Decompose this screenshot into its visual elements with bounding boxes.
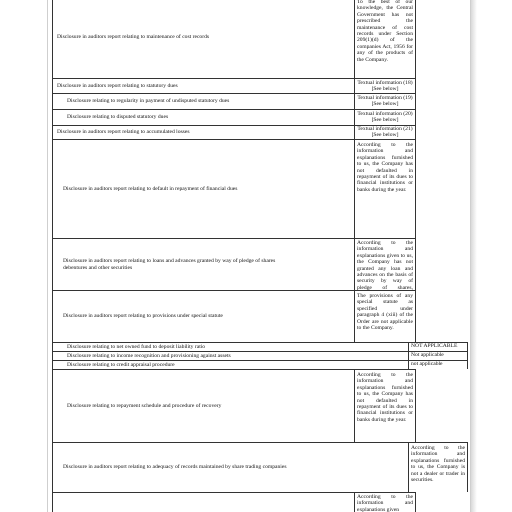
row-description: Disclosure in auditors report relating to statutory dues <box>57 82 178 89</box>
row-value: Textual information (20) [See below] <box>357 111 413 124</box>
row-value: not applicable <box>411 361 443 367</box>
table-row <box>52 492 416 512</box>
row-value: To the best of our knowledge, the Central Government has not prescribed the maintenance of cost records under Section 209(1)(d) of the companies Act, 1956 for any of the products of the Company. <box>357 0 413 63</box>
row-value: Not applicable <box>411 352 444 358</box>
row-description: Disclosure relating to repayment schedule and procedure of recovery <box>67 402 222 409</box>
row-description: Disclosure in auditors report relating to provisions under special statute <box>63 313 223 320</box>
row-value: Textual information (18) [See below] <box>357 80 413 93</box>
table-row <box>52 109 416 125</box>
table-row <box>52 351 468 360</box>
row-description: Disclosure relating to net owned fund to deposit liability ratio <box>67 343 206 350</box>
row-value: Textual information (19) [See below] <box>357 95 413 108</box>
table-row <box>52 0 416 78</box>
row-description: Disclosure in auditors report relating to accumulated losses <box>57 129 190 136</box>
row-value: The provisions of any special statute as specified under paragraph 4 (xiii) of the Order are not applicable to the Company. <box>357 293 413 332</box>
row-value: Textual information (21) [See below] <box>357 126 413 139</box>
row-description: Disclosure relating to income recognition and provisioning against assets <box>67 352 231 359</box>
table-row <box>52 369 416 442</box>
row-value: According to the information and explanations given <box>357 494 413 512</box>
row-value: According to the information and explanations furnished to us, the Company has not defaulted in repayment of its dues to financial institutions or banks during the year. <box>357 372 413 423</box>
table-row <box>52 93 416 109</box>
row-description: Disclosure in auditors report relating to loans and advances granted by way of pledge of shares debentures and other securities <box>63 258 276 271</box>
scan-shadow <box>471 0 477 512</box>
row-description: Disclosure in auditors report relating to maintenance of cost records <box>57 34 210 41</box>
scan-edge-left <box>47 0 48 512</box>
table-row <box>52 342 468 351</box>
table-row <box>52 442 468 492</box>
table-row <box>52 78 416 93</box>
row-description: Disclosure relating to disputed statutory dues <box>67 114 169 121</box>
table-row <box>52 125 416 139</box>
row-value: NOT APPLICABLE <box>411 343 458 349</box>
row-description: Disclosure in auditors report relating to default in repayment of financial dues <box>63 185 238 192</box>
row-description: Disclosure relating to regularity in payment of undisputed statutory dues <box>67 98 230 105</box>
row-value: According to the information and explanations furnished to us, the Company is not a dealer or trader in securities. <box>411 445 465 484</box>
row-description: Disclosure in auditors report relating to adequacy of records maintained by share trading companies <box>63 464 287 471</box>
table-row <box>52 139 416 238</box>
table-row <box>52 238 416 290</box>
row-description: Disclosure relating to credit appraisal procedure <box>67 361 175 368</box>
row-value: According to the information and explanations furnished to us, the Company has not defaulted in repayment of its dues to financial institutions or banks during the year. <box>357 142 413 193</box>
table-row <box>52 290 416 342</box>
row-value: According to the information and explanations given to us, the Company has not granted any loan and advances on the basis of security by way of pledge of shares, <box>357 240 413 290</box>
table-row <box>52 360 468 369</box>
